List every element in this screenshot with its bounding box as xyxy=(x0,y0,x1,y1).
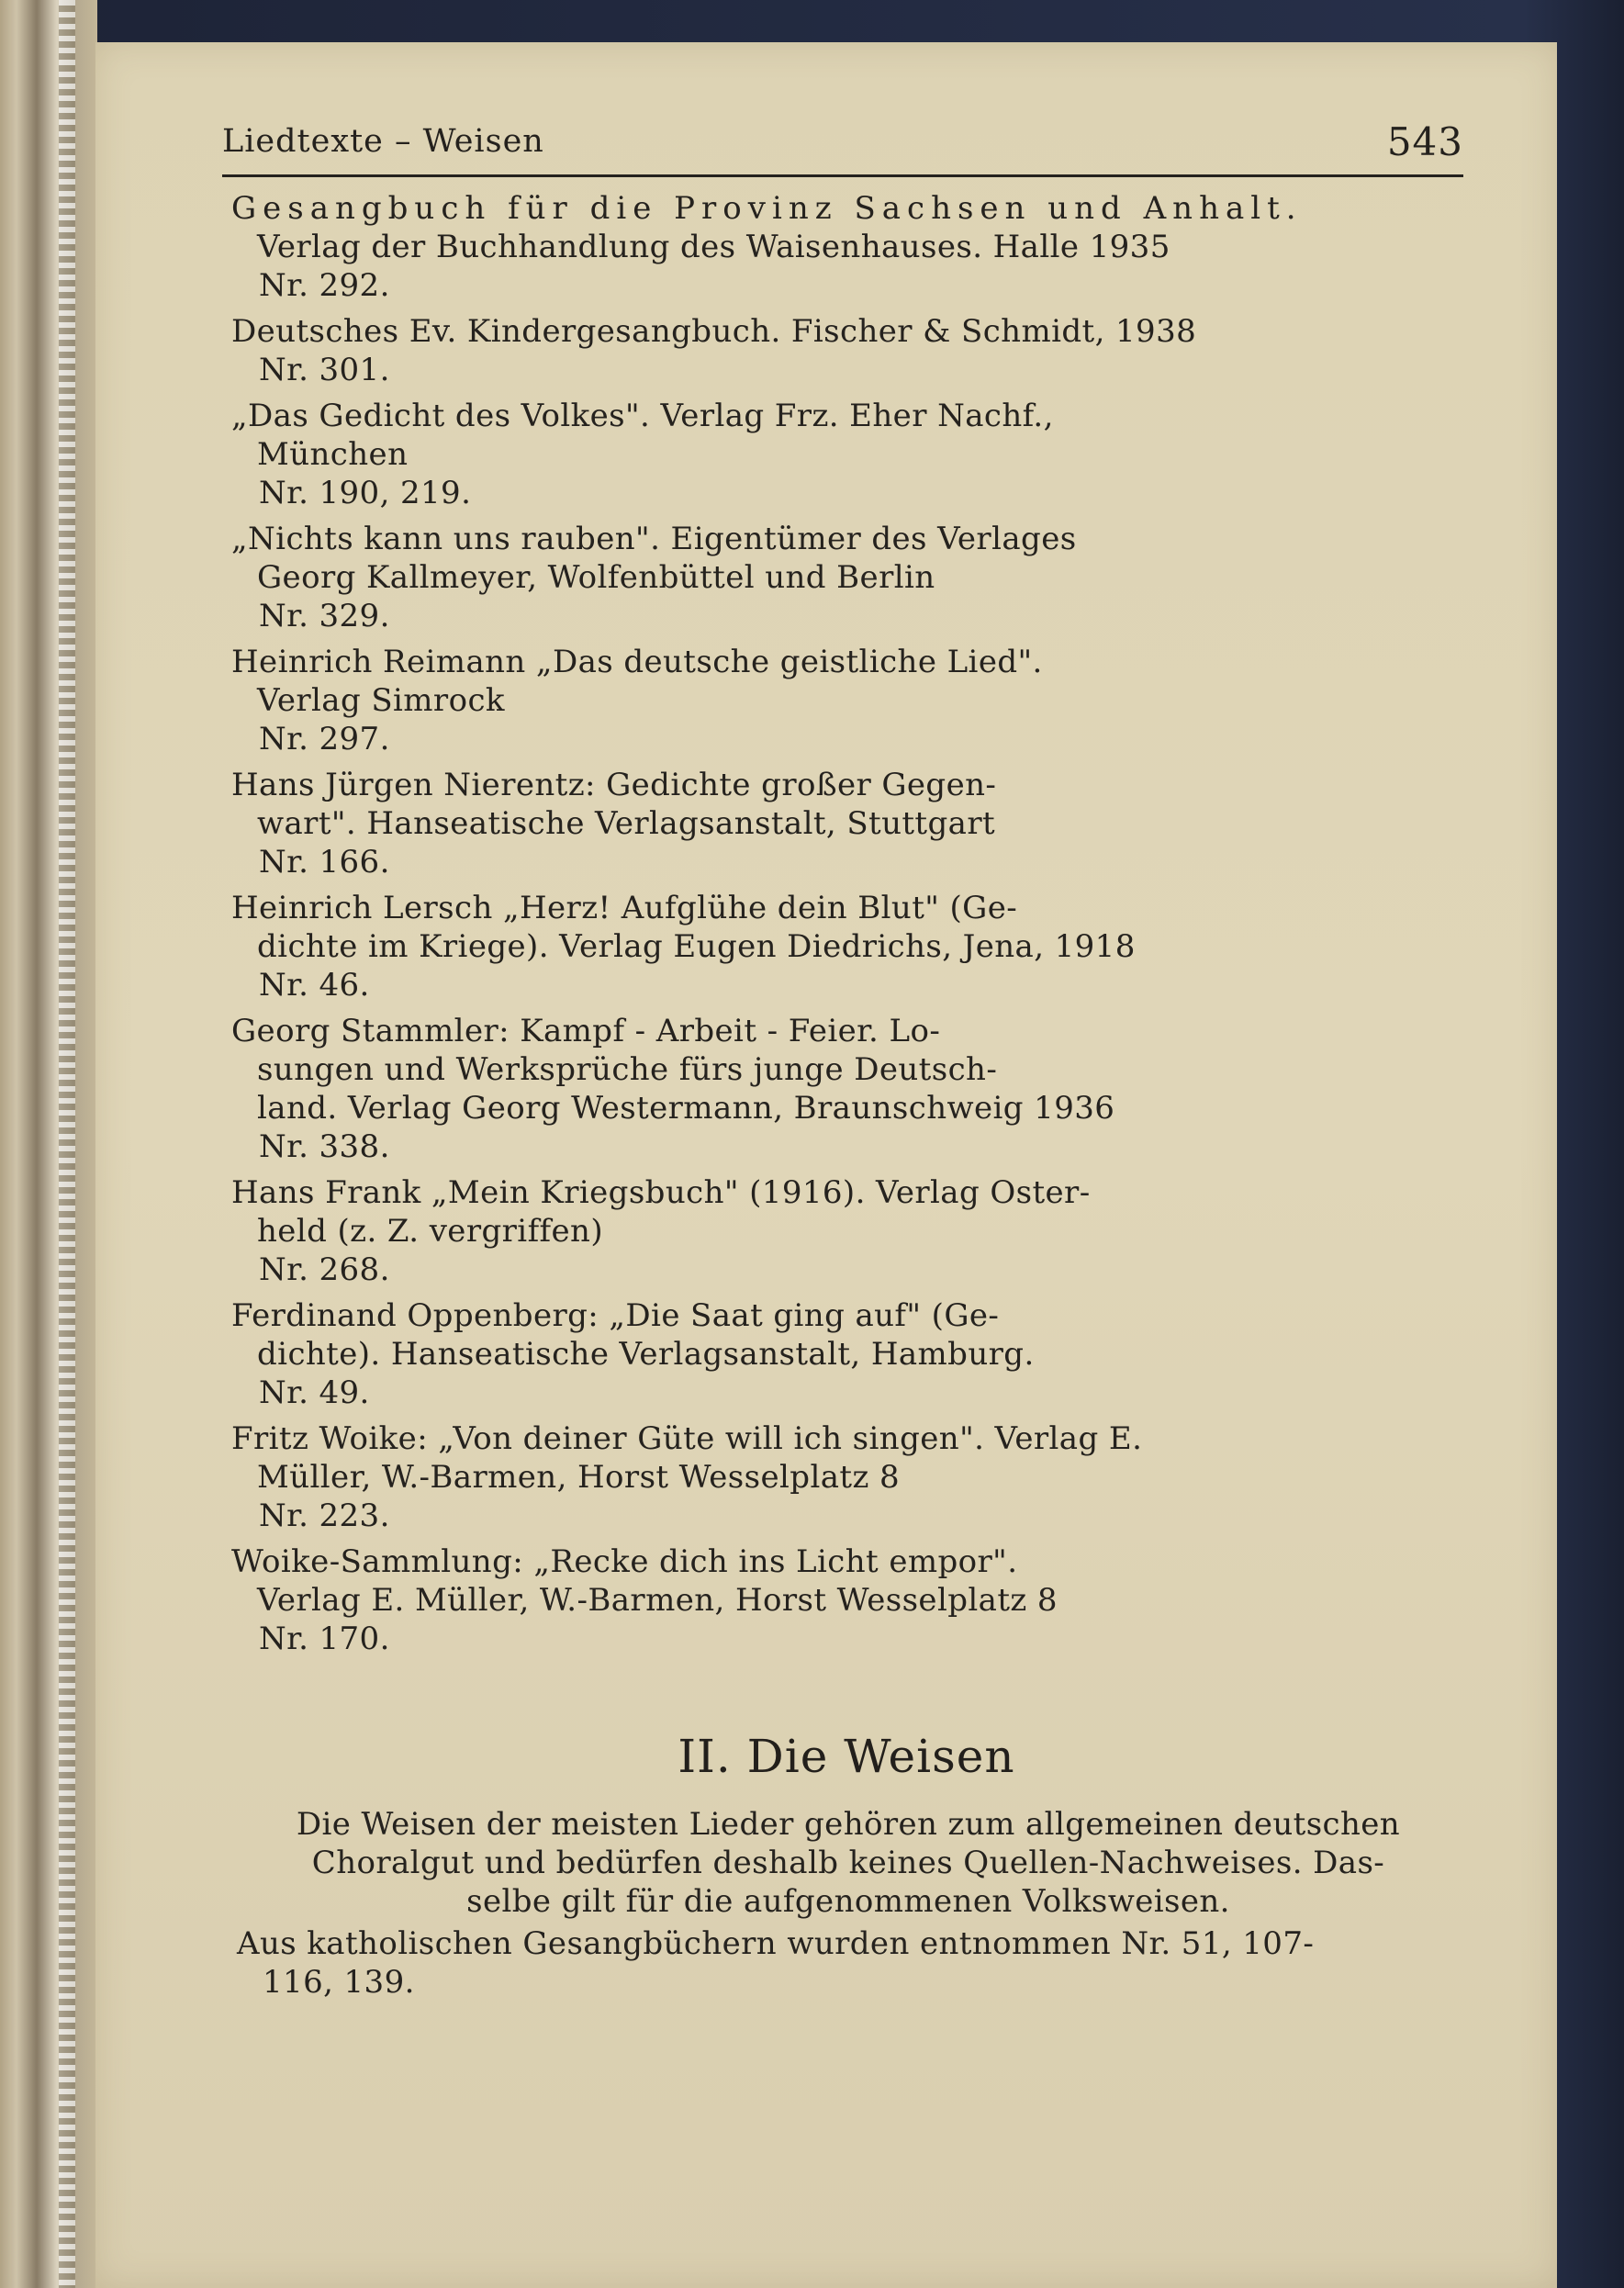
source-number: Nr. 329. xyxy=(259,598,390,634)
book-spine xyxy=(0,0,97,2288)
running-header xyxy=(222,114,1463,177)
source-entry-3 xyxy=(231,397,1471,512)
source-text-line: „Nichts kann uns rauben". Eigentümer des Verlages xyxy=(231,521,1077,557)
source-number: Nr. 170. xyxy=(259,1621,390,1657)
source-entry-1 xyxy=(231,189,1471,305)
source-text-line: Müller, W.-Barmen, Horst Wesselplatz 8 xyxy=(257,1459,900,1496)
source-number: Nr. 223. xyxy=(259,1497,390,1534)
source-entry-8 xyxy=(231,1012,1471,1166)
source-text-line: Ferdinand Oppenberg: „Die Saat ging auf" (Ge- xyxy=(231,1297,1000,1334)
source-text-line: Georg Kallmeyer, Wolfenbüttel und Berlin xyxy=(257,559,935,596)
source-text-line: Heinrich Lersch „Herz! Aufglühe dein Blut" (Ge- xyxy=(231,890,1018,926)
source-entry-10 xyxy=(231,1296,1471,1412)
source-text-line: Woike-Sammlung: „Recke dich ins Licht empor". xyxy=(231,1543,1018,1580)
header-title: Liedtexte – Weisen xyxy=(222,123,544,160)
paragraph-line: selbe gilt für die aufgenommenen Volksweisen. xyxy=(466,1883,1230,1920)
source-text-line: Georg Stammler: Kampf - Arbeit - Feier. Lo- xyxy=(231,1013,941,1049)
source-entry-2 xyxy=(231,312,1471,389)
source-entry-9 xyxy=(231,1173,1471,1289)
source-entry-5 xyxy=(231,643,1471,758)
source-text-line: Fritz Woike: „Von deiner Güte will ich singen". Verlag E. xyxy=(231,1420,1143,1457)
source-text-line: Hans Jürgen Nierentz: Gedichte großer Gegen- xyxy=(231,767,997,803)
source-text-line: „Das Gedicht des Volkes". Verlag Frz. Eher Nachf., xyxy=(231,398,1054,434)
source-number: Nr. 268. xyxy=(259,1251,390,1288)
source-entry-12 xyxy=(231,1542,1471,1658)
source-number: Nr. 297. xyxy=(259,721,390,757)
paragraph-line: 116, 139. xyxy=(263,1964,415,2001)
source-text-line: dichte). Hanseatische Verlagsanstalt, Hamburg. xyxy=(257,1336,1035,1373)
paragraph-line: Choralgut und bedürfen deshalb keines Quellen-Nachweises. Das- xyxy=(311,1845,1385,1881)
section-heading: II. Die Weisen xyxy=(678,1730,1015,1783)
source-number: Nr. 190, 219. xyxy=(259,475,472,511)
source-number: Nr. 301. xyxy=(259,352,390,388)
paragraph-line: Aus katholischen Gesangbüchern wurden entnommen Nr. 51, 107- xyxy=(237,1925,1315,1962)
source-number: Nr. 338. xyxy=(259,1128,390,1165)
source-text-line: land. Verlag Georg Westermann, Braunschweig 1936 xyxy=(257,1090,1115,1127)
source-number: Nr. 46. xyxy=(259,967,370,1004)
source-text-line: Heinrich Reimann „Das deutsche geistliche Lied". xyxy=(231,644,1043,680)
source-text-line: München xyxy=(257,436,409,473)
source-text-line: held (z. Z. vergriffen) xyxy=(257,1213,604,1250)
source-text-line: wart". Hanseatische Verlagsanstalt, Stuttgart xyxy=(257,805,996,842)
source-entry-4 xyxy=(231,520,1471,635)
catholic-sources-paragraph xyxy=(237,1924,1522,2002)
source-number: Nr. 166. xyxy=(259,844,390,880)
source-text-line: Verlag E. Müller, W.-Barmen, Horst Wesselplatz 8 xyxy=(257,1582,1058,1619)
source-text-line: dichte im Kriege). Verlag Eugen Diedrichs, Jena, 1918 xyxy=(257,928,1136,965)
book-page xyxy=(95,42,1557,2288)
source-text-line: Hans Frank „Mein Kriegsbuch" (1916). Verlag Oster- xyxy=(231,1174,1091,1211)
source-entry-11 xyxy=(231,1419,1471,1535)
source-number: Nr. 292. xyxy=(259,267,390,304)
page-number: 543 xyxy=(1386,119,1463,164)
paragraph-line: Die Weisen der meisten Lieder gehören zum allgemeinen deutschen xyxy=(296,1806,1401,1843)
source-list xyxy=(231,189,1471,1666)
source-number: Nr. 49. xyxy=(259,1374,370,1411)
source-text-line: Verlag Simrock xyxy=(257,682,505,719)
source-entry-6 xyxy=(231,766,1471,881)
melodies-paragraph xyxy=(206,1805,1491,1921)
source-entry-7 xyxy=(231,889,1471,1004)
source-text-line: Gesangbuch für die Provinz Sachsen und Anhalt. xyxy=(231,190,1303,227)
source-text-line: Deutsches Ev. Kindergesangbuch. Fischer & Schmidt, 1938 xyxy=(231,313,1197,350)
source-text-line: Verlag der Buchhandlung des Waisenhauses. Halle 1935 xyxy=(257,229,1170,265)
source-text-line: sungen und Werksprüche fürs junge Deutsch- xyxy=(257,1051,998,1088)
